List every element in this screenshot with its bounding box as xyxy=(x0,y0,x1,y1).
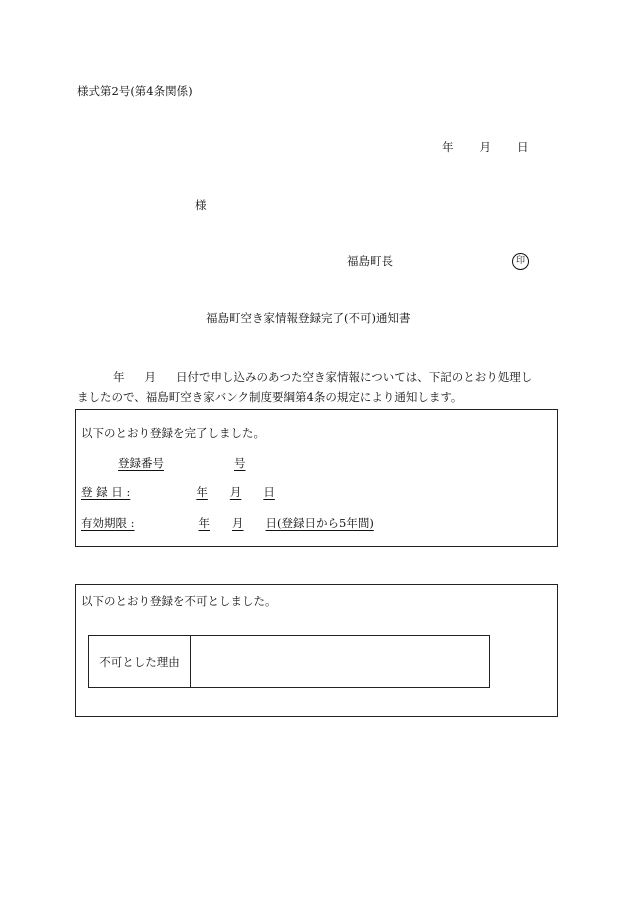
intro-paragraph xyxy=(77,367,557,407)
expiry-month: 月 xyxy=(232,516,244,530)
date-month: 月 xyxy=(479,140,491,154)
registration-date-month: 月 xyxy=(229,485,242,499)
form-number: 様式第2号(第4条関係) xyxy=(77,84,193,98)
expiry-label: 有効期限 : xyxy=(81,516,135,530)
registration-date-day: 日 xyxy=(263,485,275,499)
date-year: 年 xyxy=(442,140,454,154)
registration-date-year: 年 xyxy=(196,485,208,499)
expiry-date-line xyxy=(81,518,374,530)
seal-mark: 印 xyxy=(512,253,529,270)
rejected-heading: 以下のとおり登録を不可としました。 xyxy=(81,594,277,608)
approved-heading: 以下のとおり登録を完了しました。 xyxy=(81,426,265,440)
expiry-day: 日(登録日から5年間) xyxy=(265,516,374,530)
date-day: 日 xyxy=(517,140,529,154)
rejection-reason-label: 不可とした理由 xyxy=(89,636,191,687)
intro-year: 年 xyxy=(113,370,125,384)
rejection-reason-field[interactable] xyxy=(191,636,489,687)
issue-date-line xyxy=(442,142,529,154)
document-title: 福島町空き家情報登録完了(不可)通知書 xyxy=(206,311,411,325)
expiry-year: 年 xyxy=(198,516,211,530)
intro-line1: 日付で申し込みのあつた空き家情報については、下記のとおり処理し xyxy=(176,370,533,384)
issuer-title: 福島町長 xyxy=(347,254,393,268)
registration-date-line xyxy=(81,487,275,499)
registration-date-label: 登 録 日 : xyxy=(81,485,131,499)
rejection-reason-table xyxy=(88,635,490,688)
registration-number-label: 登録番号 xyxy=(118,456,164,470)
registration-number-suffix: 号 xyxy=(234,456,246,470)
addressee-suffix: 様 xyxy=(195,198,207,212)
registration-number-line xyxy=(118,458,246,470)
intro-month: 月 xyxy=(144,370,156,384)
intro-line2: ましたので、福島町空き家バンク制度要綱第4条の規定により通知します。 xyxy=(77,390,463,404)
